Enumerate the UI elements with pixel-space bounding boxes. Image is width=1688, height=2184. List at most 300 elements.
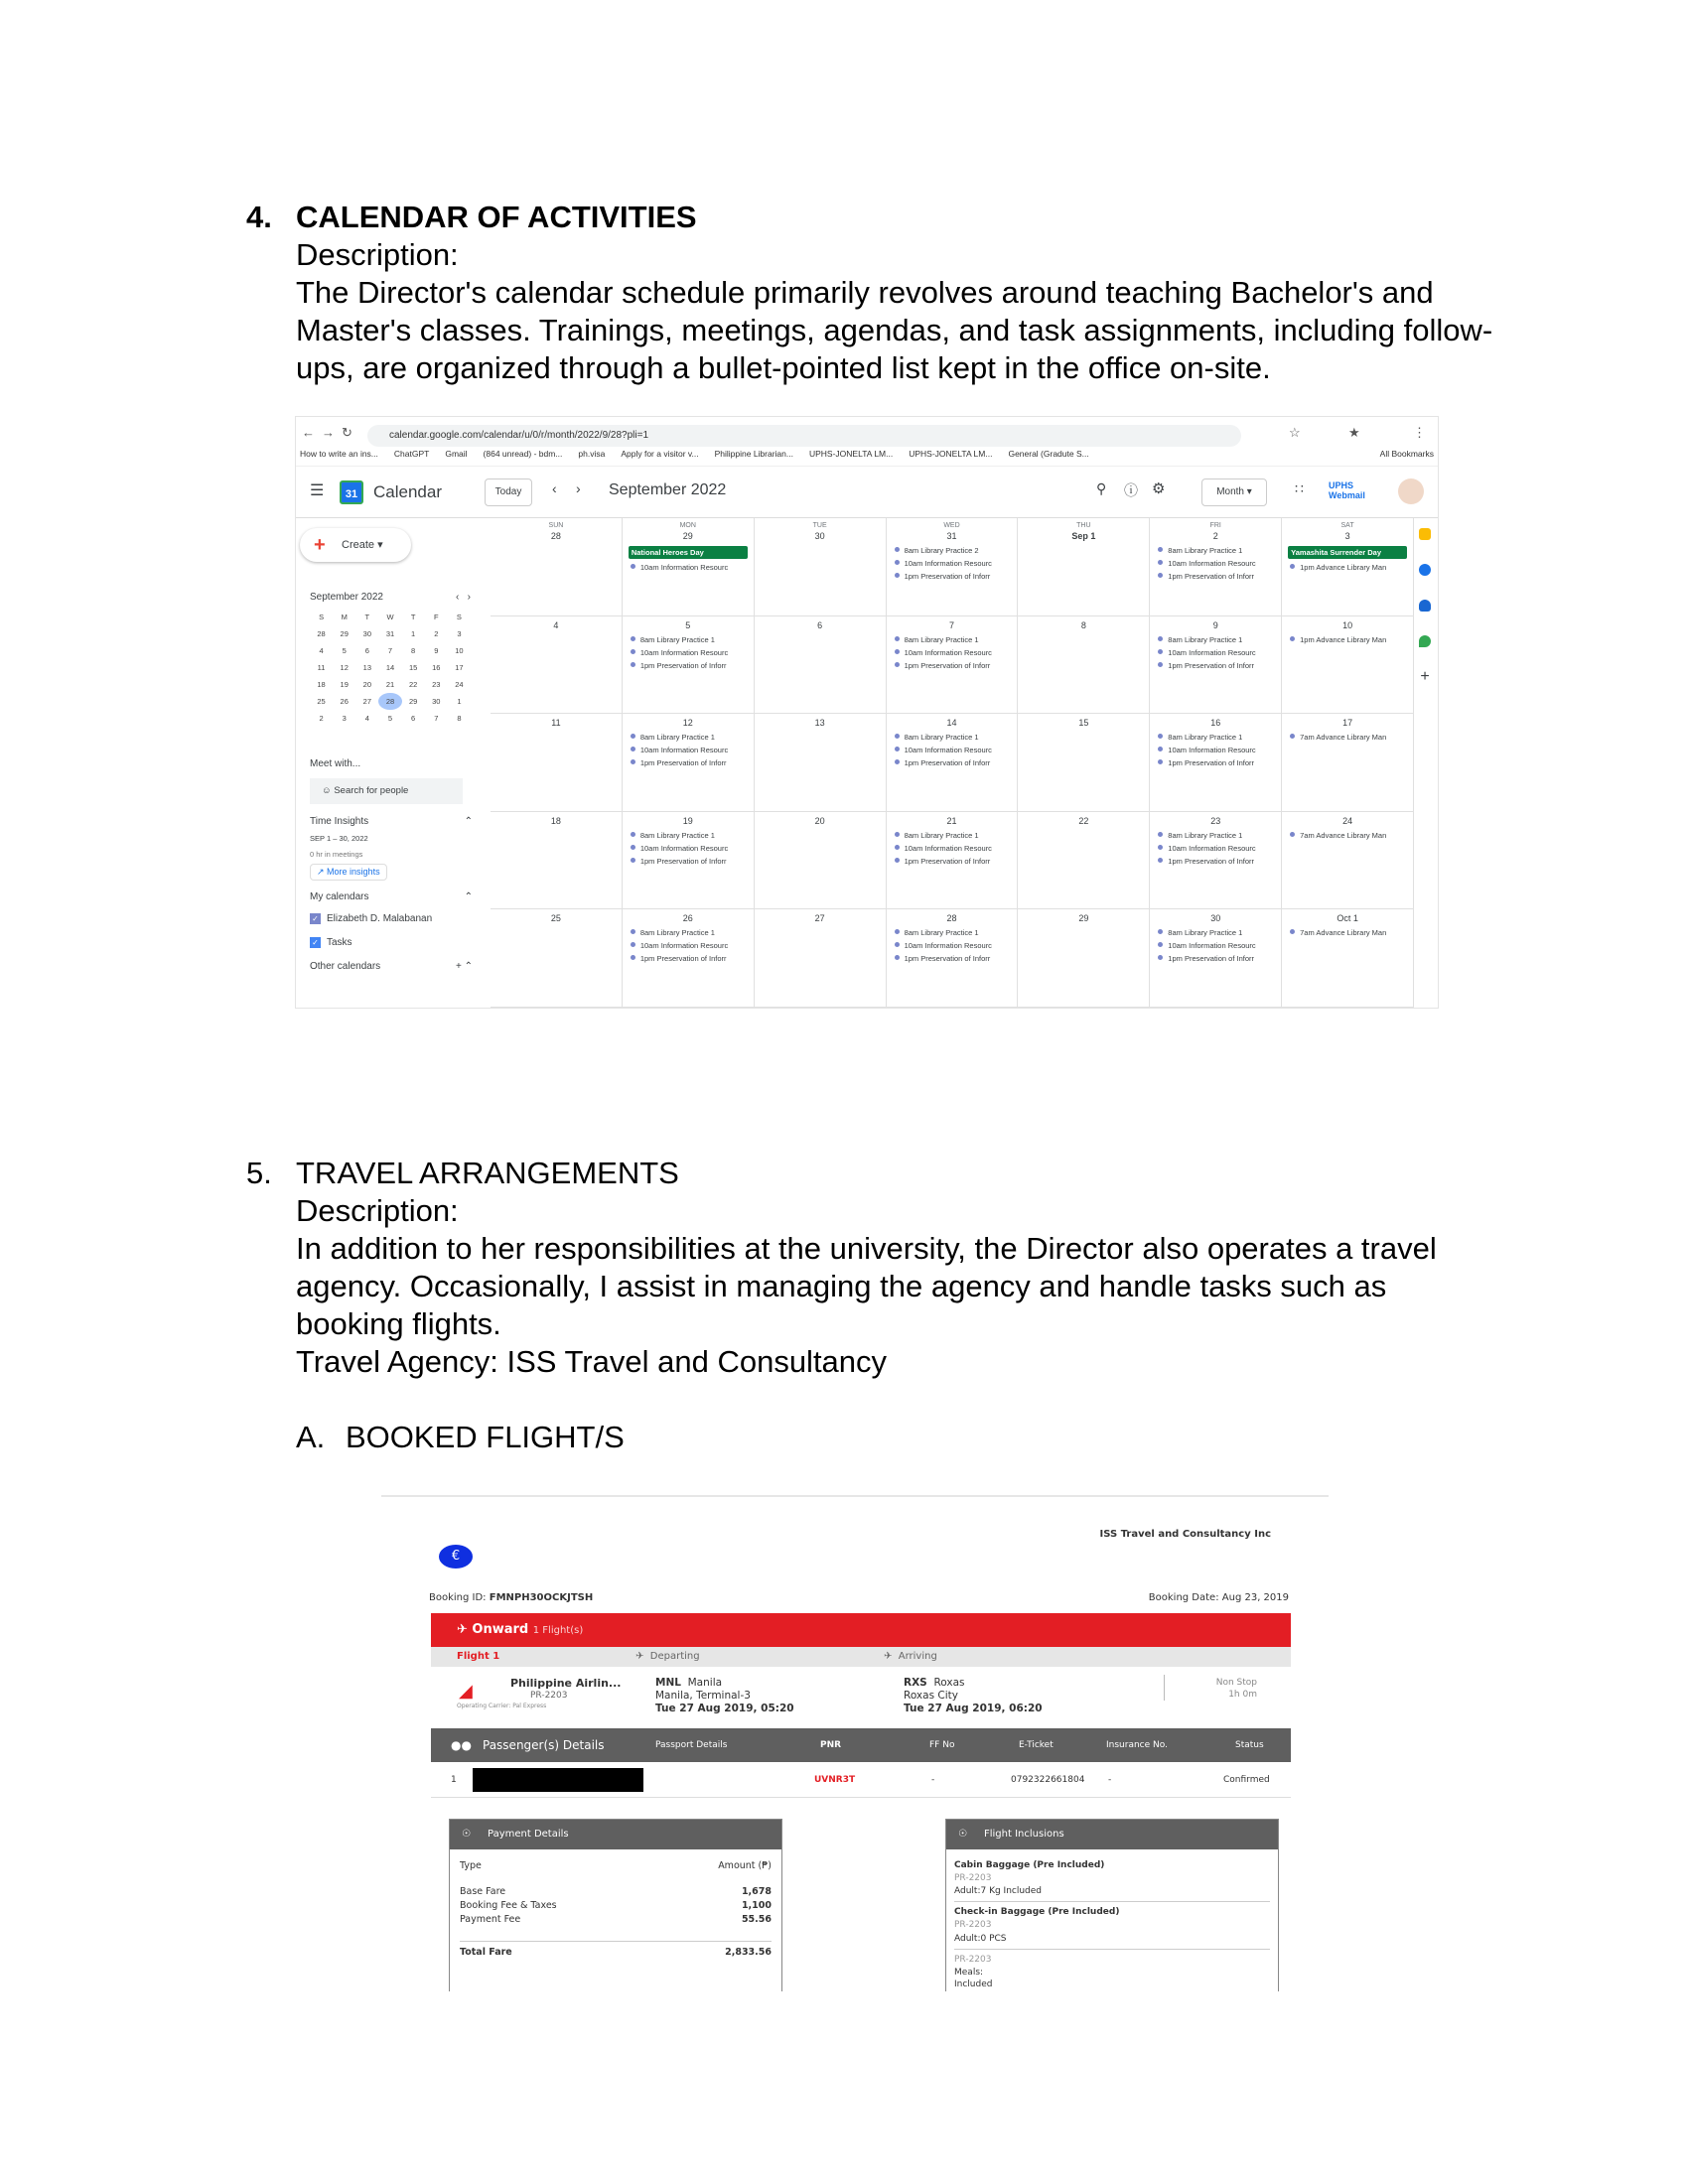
day-cell[interactable]	[1150, 909, 1282, 1008]
body-line: Master's classes. Trainings, meetings, agendas, and task assignments, including follow-	[296, 313, 1493, 347]
day-number[interactable]: 29	[1078, 913, 1089, 924]
total-label: Total Fare	[460, 1947, 512, 1958]
day-cell[interactable]	[1150, 616, 1282, 715]
mini-day[interactable]: 7	[387, 646, 393, 655]
event-item[interactable]: 8am Library Practice 1	[887, 731, 1018, 744]
mini-day[interactable]: 11	[317, 663, 326, 672]
operating-carrier: Operating Carrier: Pal Express	[457, 1703, 547, 1709]
forward-icon[interactable]: →	[322, 425, 335, 440]
settings-icon[interactable]: ⚙	[1152, 480, 1166, 497]
checkin-value: Adult:0 PCS	[954, 1934, 1007, 1944]
event-item[interactable]: 8am Library Practice 2	[887, 544, 1018, 557]
weekday-label: SAT	[1340, 522, 1354, 529]
event-item[interactable]: 8am Library Practice 1	[1150, 633, 1281, 646]
mini-day[interactable]: 6	[411, 714, 416, 723]
event-item[interactable]: 10am Information Resourc	[623, 939, 754, 952]
my-calendars-header[interactable]	[310, 891, 473, 902]
day-number[interactable]: 24	[1342, 815, 1353, 826]
people-icon: ●●	[451, 1738, 472, 1752]
pax-index: 1	[451, 1775, 457, 1785]
event-item[interactable]: 1pm Preservation of Inforr	[1150, 659, 1281, 672]
eticket-value: 0792322661804	[1011, 1775, 1085, 1785]
address-bar[interactable]: calendar.google.com/calendar/u/0/r/month/2022/9/28?pli=1	[367, 425, 1241, 447]
event-item[interactable]: 1pm Preservation of Inforr	[887, 756, 1018, 769]
day-cell[interactable]	[623, 812, 755, 910]
mini-day[interactable]: 19	[340, 680, 349, 689]
description-label: Description:	[296, 1193, 459, 1228]
mini-day[interactable]: 10	[455, 646, 464, 655]
day-number[interactable]: 16	[1210, 718, 1221, 729]
subsection-letter: A.	[296, 1420, 326, 1454]
meals-value: Included	[954, 1979, 993, 1989]
day-cell[interactable]	[491, 518, 623, 616]
day-number[interactable]: Sep 1	[1071, 531, 1096, 541]
event-item[interactable]: 1pm Preservation of Inforr	[1150, 756, 1281, 769]
checkbox-icon: ✓	[310, 913, 321, 924]
body-line: booking flights.	[296, 1306, 501, 1341]
day-cell[interactable]	[887, 518, 1019, 616]
bookmark-item[interactable]: ph.visa	[578, 449, 606, 459]
airline-name: Philippine Airlin...	[510, 1677, 622, 1690]
day-cell[interactable]	[1150, 812, 1282, 910]
mini-day[interactable]: 5	[387, 714, 393, 723]
mini-day[interactable]: 3	[342, 714, 347, 723]
prev-month-icon[interactable]: ‹	[552, 480, 557, 496]
day-cell[interactable]	[887, 909, 1019, 1008]
duration: 1h 0m	[1228, 1690, 1257, 1700]
avatar[interactable]	[1398, 478, 1424, 504]
side-panel-rail	[1412, 518, 1438, 1008]
flight-label: Flight 1	[457, 1651, 500, 1662]
mini-day[interactable]: 5	[342, 646, 347, 655]
mini-day[interactable]: 30	[432, 697, 441, 706]
event-item[interactable]: 8am Library Practice 1	[623, 633, 754, 646]
day-cell[interactable]	[1150, 714, 1282, 812]
search-people-input[interactable]: ☺ Search for people	[310, 778, 463, 804]
section-heading: TRAVEL ARRANGEMENTS	[296, 1156, 679, 1190]
bookmark-item[interactable]: UPHS-JONELTA LM...	[808, 449, 894, 459]
bookmark-item[interactable]: UPHS-JONELTA LM...	[909, 449, 993, 459]
mini-day[interactable]: 22	[408, 680, 418, 689]
event-item[interactable]: 10am Information Resourc	[623, 646, 754, 659]
day-cell[interactable]	[491, 909, 623, 1008]
day-number[interactable]: 5	[685, 619, 691, 630]
bookmark-item[interactable]: (864 unread) - bdm...	[483, 449, 563, 459]
event-item[interactable]: 1pm Preservation of Inforr	[887, 855, 1018, 868]
mini-day[interactable]: 1	[411, 629, 416, 638]
event-item[interactable]: 10am Information Resourc	[623, 561, 754, 574]
day-number[interactable]: 21	[946, 815, 957, 826]
mini-weekday: T	[410, 613, 416, 621]
webmail-badge[interactable]: UPHS Webmail	[1329, 480, 1365, 500]
mini-day[interactable]: 14	[385, 663, 395, 672]
mini-day[interactable]: 30	[362, 629, 372, 638]
day-cell[interactable]	[755, 616, 887, 715]
event-item[interactable]: 8am Library Practice 1	[887, 829, 1018, 842]
body-line: In addition to her responsibilities at the university, the Director also operates a travel	[296, 1231, 1437, 1266]
view-select[interactable]: Month ▾	[1201, 478, 1267, 506]
mini-day[interactable]: 1	[457, 697, 462, 706]
day-number[interactable]: 8	[1080, 619, 1086, 630]
event-item[interactable]: 10am Information Resourc	[887, 744, 1018, 756]
checkbox-icon: ✓	[310, 937, 321, 948]
mini-day[interactable]: 27	[362, 697, 372, 706]
event-item[interactable]: 8am Library Practice 1	[1150, 829, 1281, 842]
fee-label: Booking Fee & Taxes	[460, 1900, 557, 1911]
mini-day[interactable]: 3	[457, 629, 462, 638]
mini-day[interactable]: 2	[434, 629, 439, 638]
insights-hours: 0 hr in meetings	[310, 850, 363, 859]
day-number[interactable]: 17	[1342, 718, 1353, 729]
flight-header	[431, 1647, 1291, 1667]
payment-title: Payment Details	[488, 1829, 569, 1840]
day-cell[interactable]	[1282, 714, 1414, 812]
mini-nav-icons[interactable]: ‹ ›	[456, 592, 471, 603]
day-number[interactable]: 27	[814, 913, 825, 924]
day-cell[interactable]	[755, 714, 887, 812]
bookmark-item[interactable]: General (Gradute S...	[1008, 449, 1089, 459]
section-number: 4.	[246, 200, 272, 234]
day-number[interactable]: Oct 1	[1336, 913, 1358, 924]
extensions-icon[interactable]: ★	[1348, 425, 1360, 440]
day-number[interactable]: 11	[551, 718, 561, 729]
onward-bar: ✈ Onward 1 Flight(s)	[431, 1613, 1291, 1647]
mini-calendar	[310, 592, 471, 727]
day-cell[interactable]	[1018, 616, 1150, 715]
day-number[interactable]: 30	[1210, 913, 1221, 924]
create-label: Create	[342, 539, 375, 551]
day-cell[interactable]	[1282, 518, 1414, 616]
payment-details	[449, 1819, 782, 1991]
booking-date: Booking Date: Aug 23, 2019	[1148, 1592, 1289, 1603]
cabin-flight: PR-2203	[954, 1873, 992, 1883]
day-cell[interactable]	[623, 616, 755, 715]
col-pnr: PNR	[820, 1740, 842, 1750]
event-item[interactable]: 10am Information Resourc	[1150, 646, 1281, 659]
fee: 1,100	[741, 1900, 772, 1911]
mini-day[interactable]: 9	[434, 646, 439, 655]
event-item[interactable]: 8am Library Practice 1	[623, 926, 754, 939]
sidebar	[296, 518, 491, 1008]
other-calendars-header[interactable]	[310, 961, 473, 972]
day-number[interactable]: 18	[550, 815, 561, 826]
holiday-chip[interactable]: Yamashita Surrender Day	[1288, 546, 1407, 559]
dep-city: Manila	[687, 1677, 723, 1689]
event-item[interactable]: 7am Advance Library Man	[1282, 731, 1413, 744]
mini-weekday: S	[456, 613, 462, 621]
time-insights-header[interactable]	[310, 816, 473, 827]
calendar-owner-item[interactable]	[310, 913, 432, 924]
base-fare-label: Base Fare	[460, 1886, 506, 1897]
day-cell[interactable]	[491, 616, 623, 715]
bookmark-item[interactable]: Apply for a visitor v...	[621, 449, 699, 459]
mini-weekday: F	[433, 613, 439, 621]
event-item[interactable]: 8am Library Practice 1	[1150, 544, 1281, 557]
event-item[interactable]: 8am Library Practice 1	[1150, 731, 1281, 744]
day-number[interactable]: 28	[946, 913, 957, 924]
today-button[interactable]: Today	[485, 478, 532, 506]
calendar-screenshot	[295, 416, 1439, 1009]
day-number[interactable]: 20	[814, 815, 825, 826]
event-item[interactable]: 10am Information Resourc	[623, 842, 754, 855]
event-item[interactable]: 1pm Advance Library Man	[1282, 633, 1413, 646]
browser-chrome	[296, 417, 1438, 467]
add-addon-icon[interactable]: +	[1420, 668, 1430, 685]
event-item[interactable]: 1pm Preservation of Inforr	[1150, 570, 1281, 583]
event-item[interactable]: 1pm Preservation of Inforr	[623, 855, 754, 868]
day-cell[interactable]	[1018, 518, 1150, 616]
weekday-label: THU	[1076, 522, 1091, 529]
bookmark-item[interactable]: ChatGPT	[393, 449, 430, 459]
star-icon[interactable]: ☆	[1289, 425, 1301, 440]
event-item[interactable]: 10am Information Resourc	[1150, 744, 1281, 756]
mini-day[interactable]: 13	[362, 663, 372, 672]
mini-day[interactable]: 29	[340, 629, 349, 638]
day-cell[interactable]	[1282, 909, 1414, 1008]
calendar-owner-label: Elizabeth D. Malabanan	[327, 913, 433, 924]
mini-day[interactable]: 28	[317, 629, 326, 638]
day-cell[interactable]	[887, 714, 1019, 812]
divider	[1164, 1675, 1165, 1701]
pnr-value: UVNR3T	[814, 1775, 856, 1785]
event-item[interactable]: 1pm Preservation of Inforr	[1150, 855, 1281, 868]
day-number[interactable]: 28	[550, 531, 561, 541]
departure-info	[655, 1677, 794, 1715]
arr-city: Roxas	[933, 1677, 965, 1689]
day-number[interactable]: 3	[1344, 531, 1350, 541]
body-line: agency. Occasionally, I assist in managing the agency and handle tasks such as	[296, 1269, 1387, 1303]
day-cell[interactable]	[887, 616, 1019, 715]
event-item[interactable]: 1pm Advance Library Man	[1282, 561, 1413, 574]
col-status: Status	[1235, 1740, 1264, 1750]
add-calendar-icon[interactable]: + ⌃	[456, 961, 473, 972]
mini-day[interactable]: 31	[385, 629, 395, 638]
col-ff: FF No	[929, 1740, 955, 1750]
event-item[interactable]: 1pm Preservation of Inforr	[887, 570, 1018, 583]
mini-day[interactable]: 25	[317, 697, 326, 706]
day-cell[interactable]	[1018, 812, 1150, 910]
event-item[interactable]: 8am Library Practice 1	[1150, 926, 1281, 939]
departing-label: Departing	[649, 1651, 700, 1662]
mini-day[interactable]: 8	[457, 714, 462, 723]
app-title: Calendar	[373, 482, 442, 501]
mini-day[interactable]: 29	[408, 697, 418, 706]
event-item[interactable]: 10am Information Resourc	[1150, 557, 1281, 570]
cabin-value: Adult:7 Kg Included	[954, 1886, 1043, 1896]
day-cell[interactable]	[1282, 616, 1414, 715]
day-cell[interactable]	[1150, 518, 1282, 616]
collapse-icon: ⌃	[464, 891, 473, 902]
day-cell[interactable]	[623, 714, 755, 812]
day-number[interactable]: 31	[946, 531, 957, 541]
view-label: Month	[1216, 486, 1244, 497]
arr-time: Tue 27 Aug 2019, 06:20	[904, 1703, 1043, 1714]
airline-logo-icon: ◢	[459, 1681, 473, 1702]
main-menu-icon[interactable]: ☰	[310, 482, 325, 499]
day-number[interactable]: 15	[1078, 718, 1089, 729]
day-number[interactable]: 13	[814, 718, 825, 729]
search-people-placeholder: Search for people	[334, 785, 409, 796]
day-number[interactable]: 25	[550, 913, 561, 924]
bookmark-item[interactable]: How to write an ins...	[300, 449, 378, 459]
mini-day[interactable]: 21	[385, 680, 395, 689]
mini-day[interactable]: 28	[378, 693, 401, 710]
day-number[interactable]: 12	[682, 718, 693, 729]
mini-weekday: T	[364, 613, 370, 621]
payment-header	[450, 1820, 781, 1849]
event-item[interactable]: 7am Advance Library Man	[1282, 926, 1413, 939]
day-number[interactable]: 10	[1342, 619, 1353, 630]
total-fare: 2,833.56	[725, 1947, 772, 1958]
help-icon[interactable]: ⓘ	[1124, 482, 1138, 498]
tasks-icon[interactable]	[1419, 564, 1431, 576]
bookmark-item[interactable]: All Bookmarks	[1379, 449, 1434, 459]
event-item[interactable]: 10am Information Resourc	[887, 842, 1018, 855]
event-item[interactable]: 1pm Preservation of Inforr	[623, 659, 754, 672]
mini-day[interactable]: 18	[317, 680, 326, 689]
booking-id-label: Booking ID:	[429, 1592, 487, 1603]
mini-day[interactable]: 24	[455, 680, 464, 689]
amount-label: Amount (₱)	[718, 1860, 772, 1871]
plus-icon: +	[314, 534, 326, 556]
holiday-chip[interactable]: National Heroes Day	[629, 546, 748, 559]
day-number[interactable]: 23	[1210, 815, 1221, 826]
day-cell[interactable]	[623, 909, 755, 1008]
arrival-info	[904, 1677, 1043, 1715]
inclusions-header	[946, 1820, 1278, 1849]
checkin-label: Check-in Baggage (Pre Included)	[954, 1901, 1270, 1918]
event-item[interactable]: 10am Information Resourc	[1150, 842, 1281, 855]
event-item[interactable]: 7am Advance Library Man	[1282, 829, 1413, 842]
bookmark-item[interactable]: Philippine Librarian...	[714, 449, 793, 459]
event-item[interactable]: 10am Information Resourc	[887, 939, 1018, 952]
mini-day[interactable]: 15	[408, 663, 418, 672]
event-item[interactable]: 1pm Preservation of Inforr	[1150, 952, 1281, 965]
dep-time: Tue 27 Aug 2019, 05:20	[655, 1703, 794, 1714]
search-icon[interactable]: ⚲	[1096, 480, 1107, 496]
mini-day[interactable]: 23	[432, 680, 441, 689]
day-number[interactable]: 4	[553, 619, 559, 630]
event-item[interactable]: 8am Library Practice 1	[623, 829, 754, 842]
next-month-icon[interactable]: ›	[576, 480, 581, 496]
other-calendars-label: Other calendars	[310, 961, 381, 972]
booking-id-value: FMNPH30OCKJTSH	[489, 1592, 594, 1603]
tasks-item[interactable]	[310, 937, 352, 948]
meals-flight: PR-2203	[954, 1949, 1270, 1966]
mini-day[interactable]: 17	[455, 663, 464, 672]
maps-icon[interactable]	[1419, 635, 1431, 647]
calendar-logo: 31	[340, 480, 363, 504]
meals-label: Meals:	[954, 1968, 984, 1978]
day-cell[interactable]	[755, 909, 887, 1008]
mini-day[interactable]: 16	[432, 663, 441, 672]
mini-day[interactable]: 26	[340, 697, 349, 706]
description-label: Description:	[296, 237, 459, 272]
day-cell[interactable]	[491, 812, 623, 910]
event-item[interactable]: 10am Information Resourc	[623, 744, 754, 756]
mini-day[interactable]: 4	[319, 646, 324, 655]
day-number[interactable]: 2	[1212, 531, 1218, 541]
event-item[interactable]: 1pm Preservation of Inforr	[887, 952, 1018, 965]
day-number[interactable]: 7	[948, 619, 954, 630]
section-4	[246, 199, 1492, 387]
day-number[interactable]: 29	[682, 531, 693, 541]
day-cell[interactable]	[623, 518, 755, 616]
keep-icon[interactable]	[1419, 528, 1431, 540]
bookmark-item[interactable]: Gmail	[445, 449, 468, 459]
mini-day[interactable]: 4	[364, 714, 369, 723]
day-number[interactable]: 9	[1212, 619, 1218, 630]
mini-weekday: W	[386, 613, 394, 621]
day-cell[interactable]	[1282, 812, 1414, 910]
section-5	[246, 1155, 1437, 1456]
arriving-header: ✈ Arriving	[884, 1651, 937, 1662]
status-value: Confirmed	[1223, 1775, 1270, 1785]
stops: Non Stop	[1215, 1678, 1257, 1688]
arr-code: RXS	[904, 1677, 927, 1689]
day-number[interactable]: 22	[1078, 815, 1089, 826]
day-cell[interactable]	[491, 714, 623, 812]
type-label: Type	[460, 1860, 482, 1871]
booking-ticket	[381, 1495, 1329, 1991]
day-number[interactable]: 6	[817, 619, 823, 630]
current-month: September 2022	[609, 481, 727, 498]
day-cell[interactable]	[755, 812, 887, 910]
more-insights-button[interactable]: ↗ More insights	[310, 864, 387, 881]
mini-day[interactable]: 12	[340, 663, 349, 672]
mini-day[interactable]: 8	[411, 646, 416, 655]
base-fare: 1,678	[741, 1886, 772, 1897]
day-cell[interactable]	[755, 518, 887, 616]
apps-grid-icon[interactable]: ∷	[1295, 480, 1304, 496]
event-item[interactable]: 10am Information Resourc	[1150, 939, 1281, 952]
mini-day[interactable]: 20	[362, 680, 372, 689]
mini-day[interactable]: 2	[319, 714, 324, 723]
day-number[interactable]: 26	[682, 913, 693, 924]
arr-terminal: Roxas City	[904, 1690, 958, 1702]
back-icon[interactable]: ←	[302, 425, 315, 440]
create-button[interactable]: + Create ▾	[300, 528, 411, 562]
mini-day[interactable]: 7	[434, 714, 439, 723]
event-item[interactable]: 1pm Preservation of Inforr	[887, 659, 1018, 672]
day-number[interactable]: 14	[946, 718, 957, 729]
contacts-icon[interactable]	[1419, 600, 1431, 612]
menu-icon[interactable]: ⋮	[1413, 425, 1426, 440]
arriving-label: Arriving	[898, 1651, 937, 1662]
day-cell[interactable]	[887, 812, 1019, 910]
event-item[interactable]: 8am Library Practice 1	[623, 731, 754, 744]
mini-month-label: September 2022	[310, 592, 383, 603]
day-number[interactable]: 30	[814, 531, 825, 541]
event-item[interactable]: 10am Information Resourc	[887, 557, 1018, 570]
day-cell[interactable]	[1018, 909, 1150, 1008]
reload-icon[interactable]: ↻	[342, 425, 352, 440]
payment-icon: ☉	[462, 1829, 471, 1840]
day-cell[interactable]	[1018, 714, 1150, 812]
cabin-label: Cabin Baggage (Pre Included)	[954, 1860, 1105, 1870]
body-line: ups, are organized through a bullet-pointed list kept in the office on-site.	[296, 350, 1271, 385]
event-item[interactable]: 1pm Preservation of Inforr	[623, 952, 754, 965]
event-item[interactable]: 8am Library Practice 1	[887, 926, 1018, 939]
day-number[interactable]: 19	[682, 815, 693, 826]
event-item[interactable]: 8am Library Practice 1	[887, 633, 1018, 646]
passenger-header	[431, 1728, 1291, 1762]
col-eticket: E-Ticket	[1019, 1740, 1054, 1750]
event-item[interactable]: 10am Information Resourc	[887, 646, 1018, 659]
mini-day[interactable]: 6	[364, 646, 369, 655]
event-item[interactable]: 1pm Preservation of Inforr	[623, 756, 754, 769]
inclusions-title: Flight Inclusions	[984, 1829, 1064, 1840]
